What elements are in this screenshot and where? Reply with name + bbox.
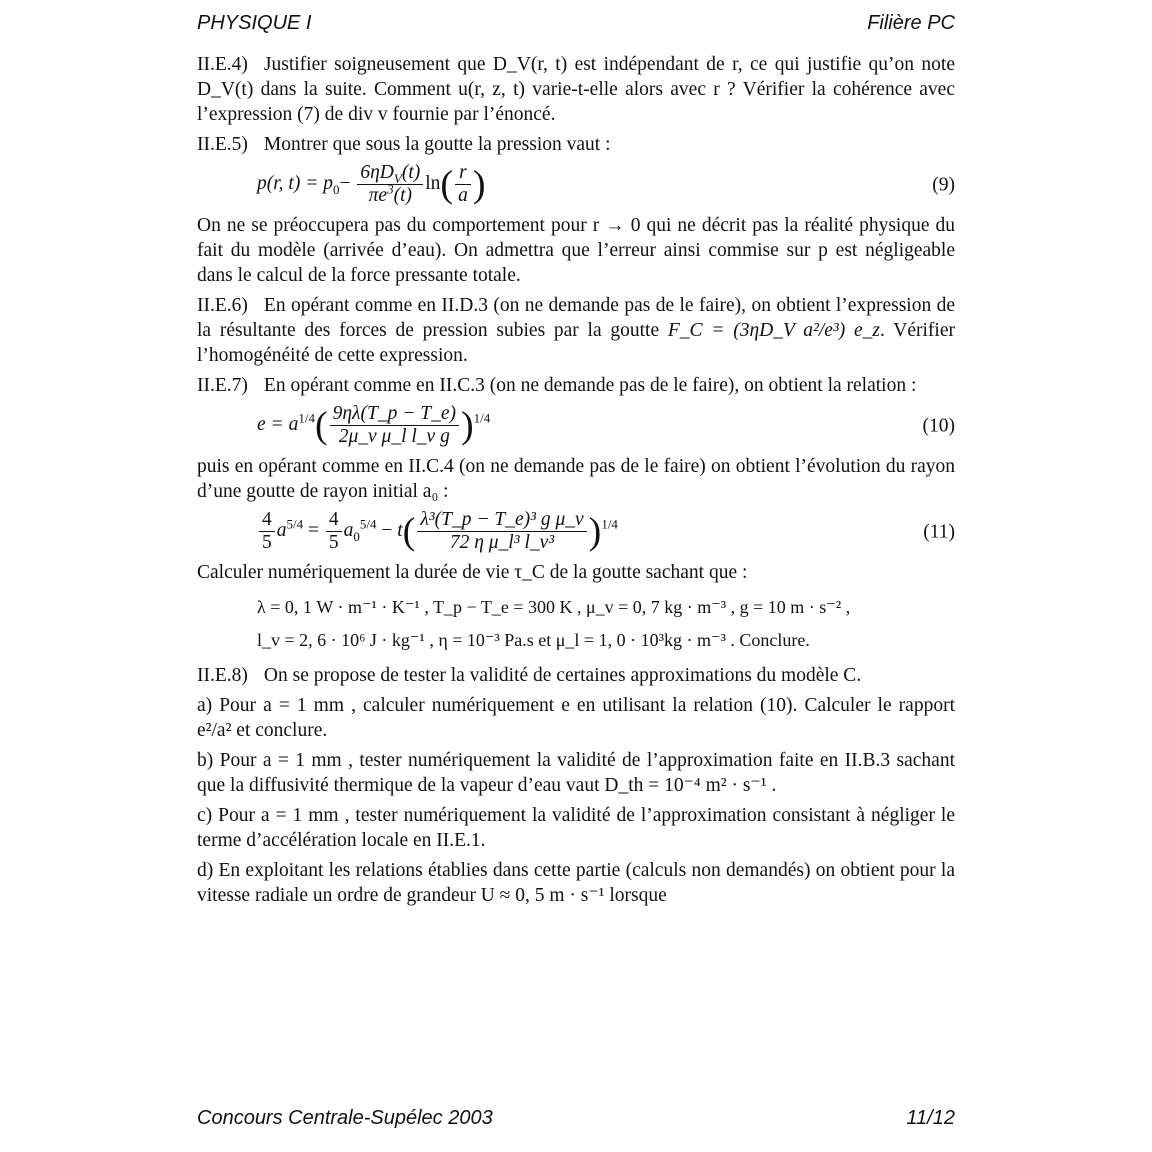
question-text: Montrer que sous la goutte la pression vaut : xyxy=(263,134,611,155)
subquestion-b: b) Pour a = 1 mm , tester numériquement la validité de l’approximation faite en II.B.3 sachant que la diffusivité thermique de la vapeur d’eau vaut D_th = 10⁻⁴ m² · s⁻¹ . xyxy=(197,750,955,796)
numeric-values xyxy=(197,591,955,657)
question-ref: II.E.7) xyxy=(197,375,248,396)
eq-denominator: 2μ_v μ_l l_v g xyxy=(338,426,450,447)
eq-ratio-den: a xyxy=(458,185,468,206)
eq-numerator: 9ηλ(T_p − T_e) xyxy=(330,403,459,426)
question-ref: II.E.6) xyxy=(197,295,248,316)
eq-lhs: e = a xyxy=(257,413,299,435)
eq-lhs: p(r, t) = p xyxy=(257,172,333,194)
eq-minus: − xyxy=(339,172,351,194)
eq-numerator: 6ηD xyxy=(360,162,394,183)
header-track: Filière PC xyxy=(867,12,955,34)
eq-denominator-rest: (t) xyxy=(393,185,412,206)
eq-denominator: πe xyxy=(368,185,388,206)
question-text: En opérant comme en II.D.3 (on ne demande pas de le faire), on obtient l’expression de la résultante des forces de pression subies par la goutte xyxy=(197,295,955,341)
question-II-E-7-calc: Calculer numériquement la durée de vie τ_C de la goutte sachant que : xyxy=(197,562,748,583)
question-II-E-5 xyxy=(197,132,955,157)
subquestion-a: a) Pour a = 1 mm , calculer numériquement e en utilisant la relation (10). Calculer le rapport e²/a² et conclure. xyxy=(197,695,955,741)
header-subject: PHYSIQUE I xyxy=(197,12,312,34)
equation-11: $\frac{4}{5}$ $a^{5/4}$ = $\frac{4}{5}$ $a_0^{5/4} - t$( $\frac{\text{λ³(T\_p − T\_e)³ g μ\_v}}{\text{72 η μ\_l³ l\_v³}}$ )$^{1/4}$ (11) xyxy=(197,509,955,554)
eq-numerator: λ³(T_p − T_e)³ g μ_v xyxy=(417,509,586,532)
question-ref: II.E.4) xyxy=(197,54,248,75)
eq-denominator: 72 η μ_l³ l_v³ xyxy=(449,532,555,553)
force-formula: F_C = (3ηD_V a²/e³) e_z xyxy=(667,320,881,341)
question-II-E-7 xyxy=(197,373,955,398)
values-line-2: l_v = 2, 6 · 10⁶ J · kg⁻¹ , η = 10⁻³ Pa.s et μ_l = 1, 0 · 10³kg · m⁻³ . Conclure. xyxy=(257,630,810,650)
equation-number: (9) xyxy=(932,174,955,195)
question-II-E-6 xyxy=(197,293,955,368)
footer-contest: Concours Centrale-Supélec 2003 xyxy=(197,1107,493,1129)
subquestion-c: c) Pour a = 1 mm , tester numériquement la validité de l’approximation consistant à négliger le terme d’accélération locale en II.E.1. xyxy=(197,805,955,851)
eq-ln: ln xyxy=(425,172,441,194)
values-line-1: λ = 0, 1 W · m⁻¹ · K⁻¹ , T_p − T_e = 300 K , μ_v = 0, 7 kg · m⁻³ , g = 10 m · s⁻² , xyxy=(257,597,851,617)
eq-numerator-sub: V xyxy=(393,170,402,186)
eq-numerator-rest: (t) xyxy=(401,162,421,183)
question-II-E-8 xyxy=(197,663,955,688)
eq-sub: 0 xyxy=(333,181,340,197)
question-II-E-4 xyxy=(197,52,955,127)
page-body xyxy=(197,52,955,913)
equation-10: $e = a^{1/4}$( $\frac{9\eta\lambda(T\_p - T\_e)}{\text{2μ\_v μ\_l l\_v g}}$ )$^{1/4}$ (10) xyxy=(257,403,955,447)
eq-outer-exponent: 1/4 xyxy=(473,410,491,426)
eq-exponent: 1/4 xyxy=(298,410,315,426)
question-II-E-7-mid: puis en opérant comme en II.C.4 (on ne demande pas de le faire) on obtient l’évolution du rayon d’une goutte de rayon initial a₀ : xyxy=(197,456,955,502)
equation-number: (10) xyxy=(922,415,955,436)
eq-fraction xyxy=(417,509,586,554)
eq-fraction xyxy=(330,403,459,448)
equation-number: (11) xyxy=(923,521,955,542)
question-text-2: . Vérifier l’homogénéité de cette expression. xyxy=(197,320,955,366)
eq-ratio-num: r xyxy=(455,162,471,185)
subquestion-d: d) En exploitant les relations établies dans cette partie (calculs non demandés) on obtient pour la vitesse radiale un ordre de grandeur U ≈ 0, 5 m · s⁻¹ lorsque xyxy=(197,860,955,906)
question-text: Justifier soigneusement que D_V(r, t) est indépendant de r, ce qui justifie qu’on note D_V(t) dans la suite. Comment u(r, z, t) varie-t-elle alors avec r ? Vérifier la cohérence avec l’expression (7) de div v fournie par l’énoncé. xyxy=(197,54,955,125)
question-II-E-5-note: On ne se préoccupera pas du comportement pour r → 0 qui ne décrit pas la réalité physique du fait du modèle (arrivée d’eau). On admettra que l’erreur ainsi commise sur p est négligeable dans le calcul de la force pressante totale. xyxy=(197,215,955,286)
question-ref: II.E.8) xyxy=(197,665,248,686)
eq-fraction xyxy=(357,162,423,207)
question-text: En opérant comme en II.C.3 (on ne demande pas de le faire), on obtient la relation : xyxy=(263,375,917,396)
equation-9: p(r, $t) = p_0-$ $\frac{6\eta D_V(t)}{\pi e^3(t)}$ ln( $\frac{r}{a}$ ) (9) xyxy=(257,162,955,206)
footer-page-number: 11/12 xyxy=(906,1107,955,1129)
eq-denominator-sup: 3 xyxy=(387,181,394,197)
question-text: On se propose de tester la validité de certaines approximations du modèle C. xyxy=(263,665,862,686)
question-ref: II.E.5) xyxy=(197,134,248,155)
eq-ratio xyxy=(455,162,471,207)
